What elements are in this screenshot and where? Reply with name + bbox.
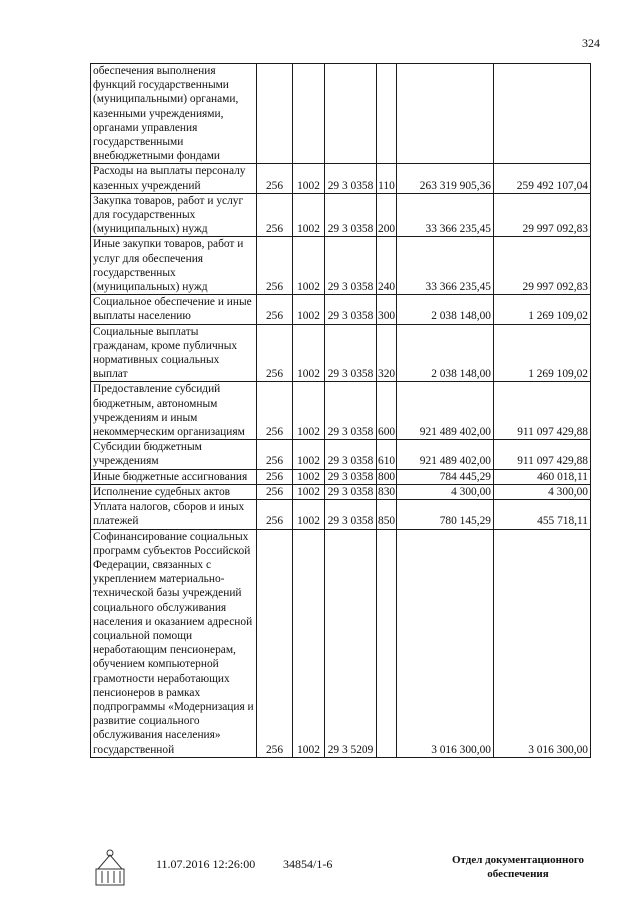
row-name: Софинансирование социальных программ субъектов Российской Федерации, связанных с укреплением материально-технической базы учреждений социального обслуживания населения и оказанием адресной социальной помощи неработающим пенсионерам, обучением компьютерной грамотности неработающих пенсионеров в рамках подпрограммы «Модернизация и развитие социального обслуживания населения» государственной	[91, 529, 257, 757]
row-vr	[377, 64, 397, 164]
row-vr: 200	[377, 193, 397, 237]
row-sum-1: 4 300,00	[397, 484, 494, 499]
row-vr: 600	[377, 382, 397, 440]
row-sum-1: 784 445,29	[397, 469, 494, 484]
row-sum-1: 921 489 402,00	[397, 382, 494, 440]
row-sum-2: 1 269 109,02	[494, 324, 591, 382]
row-sum-2: 3 016 300,00	[494, 529, 591, 757]
row-ved: 256	[257, 500, 293, 529]
row-vr: 830	[378, 485, 396, 498]
row-rz: 1002	[293, 193, 325, 237]
row-sum-2: 1 269 109,02	[494, 295, 591, 324]
row-sum-2: 4 300,00	[494, 484, 591, 499]
row-sum-2: 29 997 092,83	[494, 193, 591, 237]
row-sum-1: 780 145,29	[397, 500, 494, 529]
row-csr: 29 3 0358	[325, 324, 377, 382]
row-sum-2: 911 097 429,88	[494, 440, 591, 469]
row-name: Закупка товаров, работ и услуг для государственных (муниципальных) нужд	[91, 193, 257, 237]
table-row	[91, 382, 591, 440]
row-sum-1: 921 489 402,00	[397, 440, 494, 469]
row-sum-1: 2 038 148,00	[397, 295, 494, 324]
row-rz: 1002	[293, 295, 325, 324]
row-rz: 1002	[293, 529, 325, 757]
row-ved: 256	[257, 295, 293, 324]
row-name: Предоставление субсидий бюджетным, автономным учреждениям и иным некоммерческим организациям	[91, 382, 257, 440]
emblem-icon	[92, 847, 128, 887]
row-sum-2: 259 492 107,04	[494, 164, 591, 193]
row-ved	[257, 64, 293, 164]
row-rz: 1002	[293, 164, 325, 193]
row-ved: 256	[257, 484, 293, 499]
row-vr: 300	[377, 295, 397, 324]
table-row	[91, 295, 591, 324]
row-name: Иные бюджетные ассигнования	[91, 469, 257, 484]
row-sum-1: 33 366 235,45	[397, 237, 494, 295]
row-name: Исполнение судебных актов	[91, 484, 257, 499]
row-rz: 1002	[293, 324, 325, 382]
row-csr: 29 3 0358	[325, 295, 377, 324]
footer-doc-number: 34854/1-6	[283, 857, 333, 871]
table-row	[91, 64, 591, 164]
table-row	[91, 164, 591, 193]
row-sum-2: 460 018,11	[494, 469, 591, 484]
budget-table	[90, 63, 591, 758]
table-row	[91, 469, 591, 484]
row-sum-1	[397, 64, 494, 164]
row-ved: 256	[257, 440, 293, 469]
row-rz: 1002	[293, 237, 325, 295]
row-csr: 29 3 0358	[325, 500, 377, 529]
row-name: Иные закупки товаров, работ и услуг для обеспечения государственных (муниципальных) нужд	[91, 237, 257, 295]
row-vr: 610	[377, 440, 397, 469]
row-csr: 29 3 0358	[325, 237, 377, 295]
row-sum-2	[494, 64, 591, 164]
table-row	[91, 324, 591, 382]
row-vr: 320	[377, 324, 397, 382]
row-rz: 1002	[293, 382, 325, 440]
row-ved: 256	[257, 324, 293, 382]
row-sum-2: 911 097 429,88	[494, 382, 591, 440]
row-sum-1: 33 366 235,45	[397, 193, 494, 237]
table-row	[91, 529, 591, 757]
row-rz: 1002	[293, 500, 325, 529]
row-vr: 800	[378, 470, 396, 483]
row-vr: 240	[377, 237, 397, 295]
row-csr: 29 3 0358	[325, 469, 377, 484]
row-vr	[377, 529, 397, 757]
page-number: 324	[582, 36, 600, 50]
table-row	[91, 237, 591, 295]
row-ved: 256	[257, 237, 293, 295]
row-sum-1: 3 016 300,00	[397, 529, 494, 757]
row-sum-2: 29 997 092,83	[494, 237, 591, 295]
table-row	[91, 440, 591, 469]
row-rz	[293, 64, 325, 164]
row-ved: 256	[257, 193, 293, 237]
row-name: Социальные выплаты гражданам, кроме публичных нормативных социальных выплат	[91, 324, 257, 382]
row-ved: 256	[257, 469, 293, 484]
row-rz: 1002	[293, 484, 325, 499]
row-csr: 29 3 5209	[325, 529, 377, 757]
table-row	[91, 193, 591, 237]
table-row	[91, 484, 591, 499]
row-csr: 29 3 0358	[325, 382, 377, 440]
footer-datetime: 11.07.2016 12:26:00	[156, 857, 256, 871]
row-name: Расходы на выплаты персоналу казенных учреждений	[91, 164, 257, 193]
row-csr: 29 3 0358	[325, 164, 377, 193]
table-row	[91, 500, 591, 529]
row-sum-1: 263 319 905,36	[397, 164, 494, 193]
row-ved: 256	[257, 529, 293, 757]
row-name: Субсидии бюджетным учреждениям	[91, 440, 257, 469]
row-csr: 29 3 0358	[325, 193, 377, 237]
row-sum-2: 455 718,11	[494, 500, 591, 529]
row-csr: 29 3 0358	[325, 484, 377, 499]
row-rz: 1002	[293, 440, 325, 469]
row-name: обеспечения выполнения функций государственными (муниципальными) органами, казенными учреждениями, органами управления государственными внебюджетными фондами	[91, 64, 257, 164]
row-vr: 110	[377, 164, 397, 193]
row-csr	[325, 64, 377, 164]
row-vr: 850	[377, 500, 397, 529]
row-sum-1: 2 038 148,00	[397, 324, 494, 382]
row-name: Социальное обеспечение и иные выплаты населению	[91, 295, 257, 324]
row-csr: 29 3 0358	[325, 440, 377, 469]
row-rz: 1002	[293, 469, 325, 484]
row-name: Уплата налогов, сборов и иных платежей	[91, 500, 257, 529]
row-ved: 256	[257, 164, 293, 193]
row-ved: 256	[257, 382, 293, 440]
footer-department: Отдел документационного обеспечения	[451, 854, 585, 880]
